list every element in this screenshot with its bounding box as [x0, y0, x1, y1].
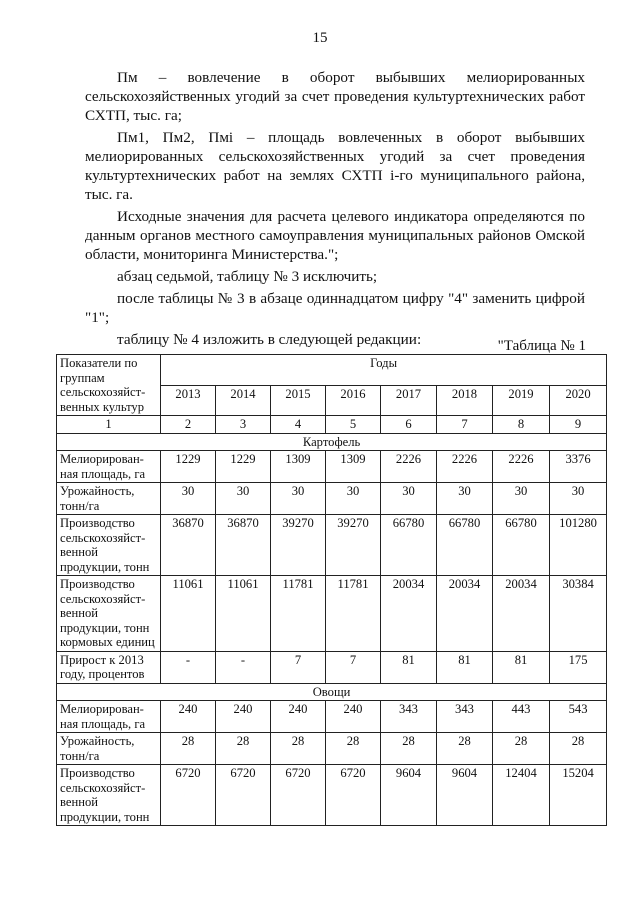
- table-row: [57, 701, 607, 733]
- table-row: [57, 483, 607, 515]
- value-cell: 1229: [161, 451, 216, 483]
- value-cell: 240: [161, 701, 216, 733]
- value-cell: 2226: [437, 451, 493, 483]
- paragraph-table-intro: таблицу № 4 изложить в следующей редакции:: [117, 331, 422, 348]
- value-cell: 15204: [550, 765, 607, 826]
- header-indicator-cell: Показатели по группам сельскохозяйст-венных культур: [57, 355, 161, 416]
- table-row: [57, 451, 607, 483]
- header-row: [57, 355, 607, 386]
- section-title: Овощи: [57, 683, 607, 701]
- column-index-cell: 2: [161, 416, 216, 434]
- column-index-cell: 6: [381, 416, 437, 434]
- value-cell: 66780: [381, 515, 437, 576]
- value-cell: 66780: [493, 515, 550, 576]
- row-label: Производство сельскохозяйст-венной продукции, тонн: [57, 765, 161, 826]
- value-cell: 30384: [550, 576, 607, 652]
- value-cell: 30: [437, 483, 493, 515]
- value-cell: 240: [326, 701, 381, 733]
- value-cell: 39270: [326, 515, 381, 576]
- row-label: Урожайность, тонн/га: [57, 483, 161, 515]
- value-cell: 28: [437, 733, 493, 765]
- table-row: [57, 733, 607, 765]
- value-cell: 11781: [326, 576, 381, 652]
- section-row: [57, 433, 607, 451]
- value-cell: 6720: [326, 765, 381, 826]
- table-row: [57, 576, 607, 652]
- value-cell: 30: [161, 483, 216, 515]
- value-cell: 6720: [161, 765, 216, 826]
- paragraph-pm-area: Пм1, Пм2, Пмi – площадь вовлеченных в оборот выбывших мелиорированных сельскохозяйственных угодий за счет проведения культуртехнических работ на землях СХТП i-го муниципального района, тыс. га.: [85, 129, 585, 203]
- column-index-cell: 1: [57, 416, 161, 434]
- index-row: [57, 416, 607, 434]
- value-cell: 240: [216, 701, 271, 733]
- column-index-cell: 9: [550, 416, 607, 434]
- value-cell: 39270: [271, 515, 326, 576]
- value-cell: 36870: [216, 515, 271, 576]
- value-cell: 28: [493, 733, 550, 765]
- value-cell: 1309: [326, 451, 381, 483]
- value-cell: 30: [550, 483, 607, 515]
- value-cell: 443: [493, 701, 550, 733]
- table-row: [57, 515, 607, 576]
- value-cell: 11061: [216, 576, 271, 652]
- value-cell: 2226: [381, 451, 437, 483]
- row-label: Прирост к 2013 году, процентов: [57, 651, 161, 683]
- row-label: Производство сельскохозяйст-венной продукции, тонн: [57, 515, 161, 576]
- value-cell: 81: [381, 651, 437, 683]
- value-cell: 3376: [550, 451, 607, 483]
- value-cell: -: [216, 651, 271, 683]
- table-label: "Таблица № 1: [497, 338, 586, 354]
- value-cell: 28: [550, 733, 607, 765]
- page-number: 15: [312, 30, 328, 46]
- value-cell: 30: [381, 483, 437, 515]
- value-cell: 66780: [437, 515, 493, 576]
- value-cell: 28: [326, 733, 381, 765]
- value-cell: 30: [493, 483, 550, 515]
- body-text: [85, 68, 585, 352]
- value-cell: -: [161, 651, 216, 683]
- value-cell: 28: [216, 733, 271, 765]
- value-cell: 12404: [493, 765, 550, 826]
- row-label: Производство сельскохозяйст-венной продукции, тонн кормовых единиц: [57, 576, 161, 652]
- table-row: [57, 765, 607, 826]
- value-cell: 7: [326, 651, 381, 683]
- value-cell: 28: [271, 733, 326, 765]
- value-cell: 30: [271, 483, 326, 515]
- value-cell: 36870: [161, 515, 216, 576]
- value-cell: 343: [437, 701, 493, 733]
- value-cell: 343: [381, 701, 437, 733]
- data-table: [56, 354, 607, 826]
- value-cell: 30: [326, 483, 381, 515]
- value-cell: 6720: [271, 765, 326, 826]
- paragraph-exclude: абзац седьмой, таблицу № 3 исключить;: [117, 268, 378, 285]
- table-row: [57, 651, 607, 683]
- value-cell: 6720: [216, 765, 271, 826]
- value-cell: 20034: [381, 576, 437, 652]
- section-row: [57, 683, 607, 701]
- value-cell: 30: [216, 483, 271, 515]
- value-cell: 1309: [271, 451, 326, 483]
- header-years-cell: Годы: [161, 355, 607, 386]
- value-cell: 543: [550, 701, 607, 733]
- value-cell: 175: [550, 651, 607, 683]
- value-cell: 20034: [437, 576, 493, 652]
- column-index-cell: 7: [437, 416, 493, 434]
- value-cell: 20034: [493, 576, 550, 652]
- value-cell: 81: [437, 651, 493, 683]
- paragraph-replace-digit: после таблицы № 3 в абзаце одиннадцатом цифру "4" заменить цифрой "1";: [85, 290, 585, 326]
- value-cell: 1229: [216, 451, 271, 483]
- paragraph-source-data: Исходные значения для расчета целевого индикатора определяются по данным органов местного самоуправления муниципальных районов Омской области, мониторинга Министерства.";: [85, 208, 585, 263]
- year-header-cell: 2016: [326, 385, 381, 416]
- value-cell: 9604: [437, 765, 493, 826]
- column-index-cell: 4: [271, 416, 326, 434]
- value-cell: 11061: [161, 576, 216, 652]
- column-index-cell: 5: [326, 416, 381, 434]
- column-index-cell: 3: [216, 416, 271, 434]
- value-cell: 9604: [381, 765, 437, 826]
- value-cell: 11781: [271, 576, 326, 652]
- year-header-cell: 2018: [437, 385, 493, 416]
- value-cell: 2226: [493, 451, 550, 483]
- value-cell: 81: [493, 651, 550, 683]
- row-label: Мелиорирован-ная площадь, га: [57, 701, 161, 733]
- value-cell: 101280: [550, 515, 607, 576]
- year-header-cell: 2020: [550, 385, 607, 416]
- paragraph-pm-definition: Пм – вовлечение в оборот выбывших мелиорированных сельскохозяйственных угодий за счет проведения культуртехнических работ СХТП, тыс. га;: [85, 69, 585, 124]
- value-cell: 240: [271, 701, 326, 733]
- year-header-cell: 2017: [381, 385, 437, 416]
- row-label: Мелиорирован-ная площадь, га: [57, 451, 161, 483]
- column-index-cell: 8: [493, 416, 550, 434]
- value-cell: 28: [161, 733, 216, 765]
- value-cell: 7: [271, 651, 326, 683]
- year-header-cell: 2013: [161, 385, 216, 416]
- value-cell: 28: [381, 733, 437, 765]
- row-label: Урожайность, тонн/га: [57, 733, 161, 765]
- year-header-cell: 2015: [271, 385, 326, 416]
- section-title: Картофель: [57, 433, 607, 451]
- year-header-cell: 2019: [493, 385, 550, 416]
- year-header-cell: 2014: [216, 385, 271, 416]
